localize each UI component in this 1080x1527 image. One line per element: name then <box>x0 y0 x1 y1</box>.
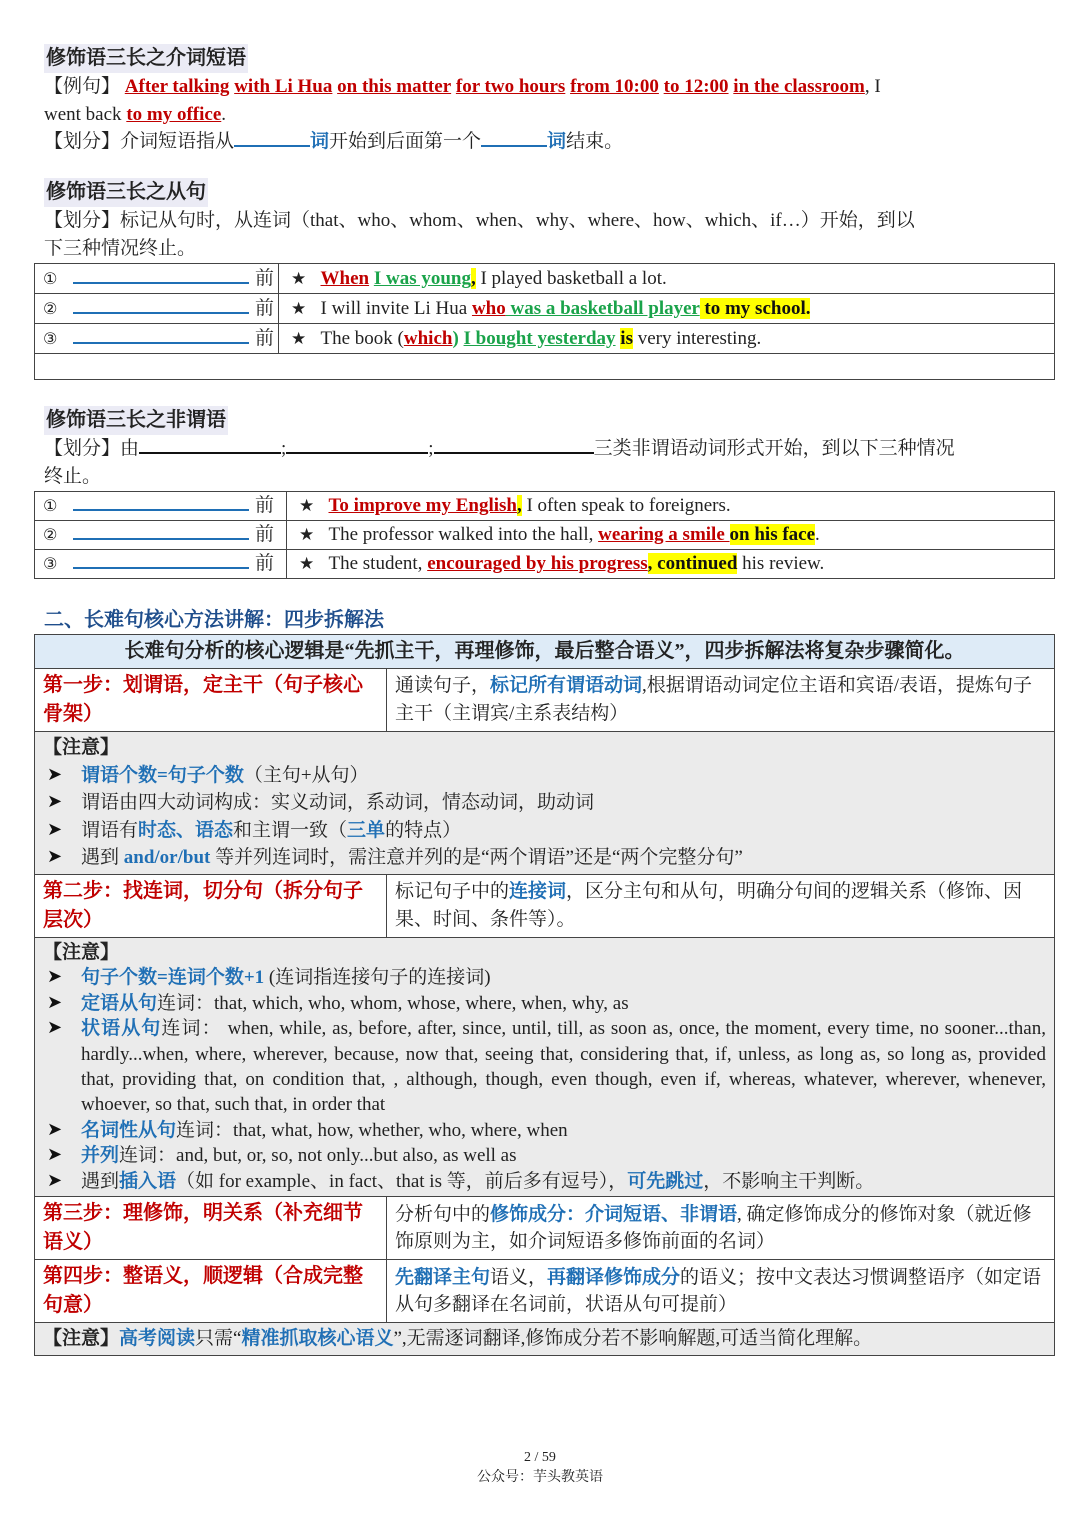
star-icon: ★ <box>291 268 307 289</box>
section-nonfinite: 修饰语三长之非谓语 【划分】由 ; ; 三类非谓语动词形式开始，到以下三种情况 终止。 <box>44 406 1054 490</box>
clause-intro: 【划分】标记从句时，从连词（that、who、whom、when、why、where、how、which、if…）开始，到以 <box>44 210 915 231</box>
fill-blank <box>73 493 249 511</box>
fill-blank <box>481 129 547 147</box>
table-row: ③ 前 ★ The student, encouraged by his progress, continued his review. <box>35 550 1055 579</box>
fill-blank <box>73 266 249 284</box>
table-header: 长难句分析的核心逻辑是“先抓主干，再理修饰，最后整合语义”，四步拆解法将复杂步骤简化。 <box>35 635 1055 669</box>
final-note-row: 【注意】高考阅读只需“精准抓取核心语义”,无需逐词翻译,修饰成分若不影响解题,可适当简化理解。 <box>35 1323 1055 1356</box>
page-number: 2 / 59 <box>524 1450 556 1465</box>
step-row: 第四步：整语义，顺逻辑（合成完整句意） 先翻译主句语义，再翻译修饰成分的语义；按中文表达习惯调整语序（如定语从句多翻译在名词前，状语从句可提前） <box>35 1260 1055 1323</box>
nonfinite-intro: 【划分】由 ; ; 三类非谓语动词形式开始，到以下三种情况 <box>44 438 955 459</box>
footer-account: 公众号：芋头教英语 <box>477 1470 603 1485</box>
table-row: ② 前 ★ The professor walked into the hall, wearing a smile on his face. <box>35 521 1055 550</box>
note-item: ➤ 状语从句连词： when, while, as, before, after, since, until, till, as soon as, once, the moment, every time, no sooner...than, hardly...when, where, wherever, because, now that, seeing that, considering that, if, unless, as long as, so long as, provided that, providing that, on condition that, , although, though, even though, even if, whereas, whatever, wherever, whenever, whoever, so that, such that, in order that <box>43 1016 1046 1118</box>
division-rule: 【划分】介词短语指从 词开始到后面第一个 词结束。 <box>44 131 624 153</box>
table-row: ① 前 ★ When I was young, I played basketball a lot. <box>35 264 1055 294</box>
clause-intro-cont: 下三种情况终止。 <box>44 237 197 259</box>
note-item: ➤ 句子个数=连词个数+1 (连词指连接句子的连接词) <box>43 965 1046 990</box>
section-clause <box>44 178 1054 262</box>
fill-blank <box>73 522 249 540</box>
table-row: ① 前 ★ To improve my English, I often speak to foreigners. <box>35 492 1055 521</box>
fill-blank <box>434 436 594 454</box>
note-item: ➤ 谓语由四大动词构成：实义动词，系动词，情态动词，助动词 <box>43 789 1046 817</box>
note-row: 【注意】 ➤ 句子个数=连词个数+1 (连词指连接句子的连接词) ➤ 定语从句连词：that, which, who, whom, whose, where, when, why, as ➤ 状语从句连词： when, while, as, before, after, since, until, till, as soon as, once, the moment, every time, no sooner...than, hardly...when, where, wherever, because, now that, seeing that, considering that, if, unless, as long as, so long as, provided that, providing that, on condition that, , although, though, even though, even if, whereas, whatever, wherever, whenever, whoever, so that, such that, in order that ➤ 名词性从句连词：that, what, how, whether, who, where, when ➤ 并列连词：and, but, or, so, not only...but also, as well as ➤ 遇到插入语（如 for example、in fact、that is 等，前后多有逗号），可先跳过，不影响主干判断。 <box>35 937 1055 1197</box>
section-title: 修饰语三长之从句 <box>44 178 208 207</box>
step-label: 第一步：划谓语，定主干（句子核心骨架） <box>35 669 387 732</box>
nonfinite-table <box>34 491 1055 579</box>
section-prep-phrase <box>44 44 1054 156</box>
clause-table <box>34 263 1055 380</box>
example-sentence-cont: went back to my office. <box>44 103 227 125</box>
step-row: 第二步：找连词，切分句（拆分句子层次） 标记句子中的连接词，区分主句和从句，明确分句间的逻辑关系（修饰、因果、时间、条件等）。 <box>35 874 1055 937</box>
star-icon: ★ <box>299 554 315 575</box>
note-item: ➤ 遇到插入语（如 for example、in fact、that is 等，前后多有逗号），可先跳过，不影响主干判断。 <box>43 1169 1046 1194</box>
fill-blank <box>234 129 310 147</box>
table-row <box>35 354 1055 380</box>
step-label: 第二步：找连词，切分句（拆分句子层次） <box>35 874 387 937</box>
star-icon: ★ <box>299 525 315 546</box>
section-title: 修饰语三长之介词短语 <box>44 44 248 73</box>
section-four-steps-title: 二、长难句核心方法讲解：四步拆解法 <box>44 609 384 631</box>
note-item: ➤ 谓语有时态、语态和主谓一致（三单的特点） <box>43 817 1046 845</box>
table-header-row <box>35 635 1055 669</box>
fill-blank <box>73 296 249 314</box>
table-row: ③ 前 ★ The book (which) I bought yesterday is very interesting. <box>35 324 1055 354</box>
note-item: ➤ 并列连词：and, but, or, so, not only...but also, as well as <box>43 1143 1046 1168</box>
fill-blank <box>139 436 281 454</box>
step-label: 第四步：整语义，顺逻辑（合成完整句意） <box>35 1260 387 1323</box>
star-icon: ★ <box>291 298 307 319</box>
four-step-table <box>34 634 1055 1356</box>
step-row: 第一步：划谓语，定主干（句子核心骨架） 通读句子，标记所有谓语动词,根据谓语动词定位主语和宾语/表语，提炼句子主干（主谓宾/主系表结构） <box>35 669 1055 732</box>
note-item: ➤ 名词性从句连词：that, what, how, whether, who, where, when <box>43 1118 1046 1143</box>
fill-blank <box>73 551 249 569</box>
note-item: ➤ 定语从句连词：that, which, who, whom, whose, where, when, why, as <box>43 991 1046 1016</box>
note-item: ➤ 遇到 and/or/but 等并列连词时，需注意并列的是“两个谓语”还是“两个完整分句” <box>43 844 1046 872</box>
fill-blank <box>286 436 428 454</box>
note-item: ➤ 谓语个数=句子个数（主句+从句） <box>43 762 1046 790</box>
table-row: ② 前 ★ I will invite Li Hua who was a basketball player to my school. <box>35 294 1055 324</box>
step-label: 第三步：理修饰，明关系（补充细节语义） <box>35 1197 387 1260</box>
star-icon: ★ <box>291 328 307 349</box>
fill-blank <box>73 326 249 344</box>
note-row: 【注意】 ➤ 谓语个数=句子个数（主句+从句） ➤ 谓语由四大动词构成：实义动词，系动词，情态动词，助动词 ➤ 谓语有时态、语态和主谓一致（三单的特点） ➤ 遇到 and/or/but 等并列连词时，需注意并列的是“两个谓语”还是“两个完整分句” <box>35 732 1055 875</box>
star-icon: ★ <box>299 496 315 517</box>
example-sentence: 【例句】 After talking with Li Hua on this matter for two hours from 10:00 to 12:00 in the classroom, I <box>44 76 881 97</box>
step-row: 第三步：理修饰，明关系（补充细节语义） 分析句中的修饰成分：介词短语、非谓语, 确定修饰成分的修饰对象（就近修饰原则为主，如介词短语多修饰前面的名词） <box>35 1197 1055 1260</box>
section-title: 修饰语三长之非谓语 <box>44 406 228 435</box>
